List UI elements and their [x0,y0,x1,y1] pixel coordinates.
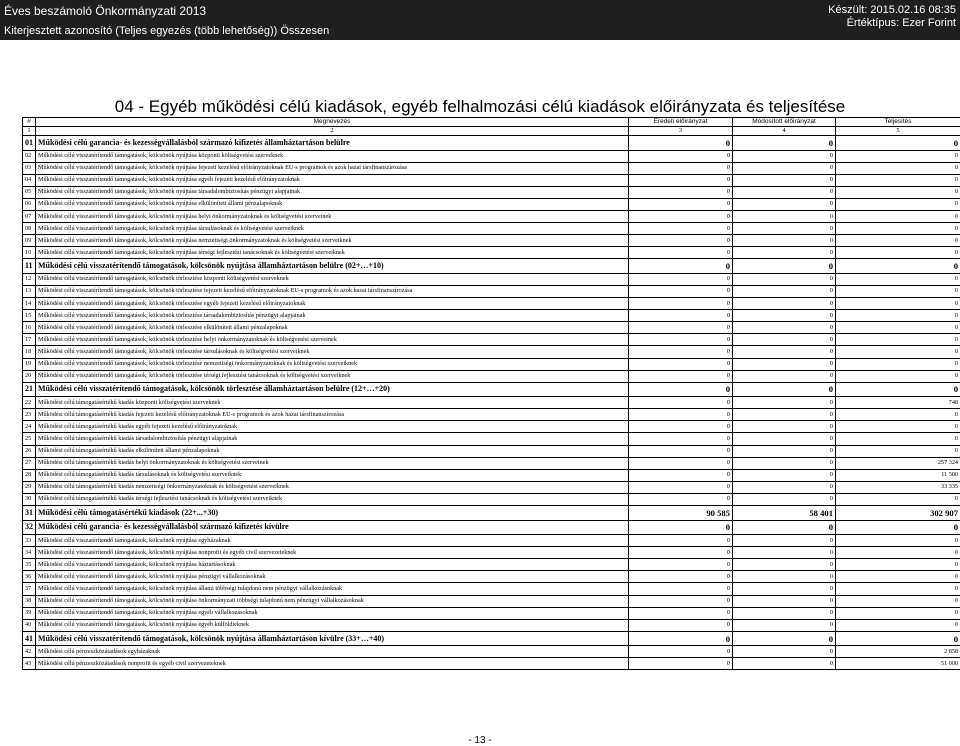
completion: 0 [836,559,960,571]
row-id: 14 [23,298,36,310]
modified-estimate: 0 [733,469,836,481]
completion: 0 [836,370,960,382]
original-estimate: 0 [629,370,733,382]
modified-estimate: 0 [733,322,836,334]
row-name: Működési célú visszatérítendő támogatások, kölcsönök nyújtása háztartásoknak [36,559,629,571]
modified-estimate: 0 [733,409,836,421]
modified-estimate: 0 [733,571,836,583]
original-estimate: 0 [629,583,733,595]
row-name: Működési célú visszatérítendő támogatások, kölcsönök törlesztése térségi fejlesztési tanácsoknak és költségvetési szerveiknek [36,370,629,382]
row-id: 20 [23,370,36,382]
row-id: 38 [23,595,36,607]
modified-estimate: 0 [733,433,836,445]
row-name: Működési célú pénzeszközátadások egyházaknak [36,646,629,658]
row-name: Működési célú visszatérítendő támogatások, kölcsönök nyújtása egyéb külföldieknek [36,619,629,631]
original-estimate: 0 [629,469,733,481]
modified-estimate: 0 [733,535,836,547]
completion: 0 [836,433,960,445]
original-estimate: 0 [629,445,733,457]
modified-estimate: 0 [733,370,836,382]
modified-estimate: 0 [733,285,836,297]
row-name: Működési célú visszatérítendő támogatások, kölcsönök törlesztése központi költségvetési szerveknek [36,273,629,285]
modified-estimate: 0 [733,198,836,210]
completion: 0 [836,445,960,457]
row-id: 18 [23,346,36,358]
column-header: Megnevezés [36,118,629,127]
table-total-row [23,506,960,521]
completion: 0 [836,421,960,433]
row-id: 36 [23,571,36,583]
original-estimate: 0 [629,607,733,619]
original-estimate: 0 [629,186,733,198]
row-name: Működési célú támogatásértékű kiadás térségi fejlesztési tanácsoknak és költségvetési szerveiknek [36,493,629,505]
row-id: 15 [23,310,36,322]
row-name: Működési célú visszatérítendő támogatások, kölcsönök nyújtása egyházaknak [36,535,629,547]
row-id: 24 [23,421,36,433]
original-estimate: 0 [629,346,733,358]
column-number: 4 [733,127,836,136]
row-name: Működési célú visszatérítendő támogatások, kölcsönök törlesztése társadalombiztosítás pénzügyi alapjainak [36,310,629,322]
original-estimate: 0 [629,285,733,297]
row-id: 21 [23,382,36,397]
row-name: Működési célú támogatásértékű kiadás helyi önkormányzatoknak és költségvetési szerveinek [36,457,629,469]
completion: 0 [836,607,960,619]
original-estimate: 0 [629,322,733,334]
table-row [23,223,960,235]
completion: 0 [836,583,960,595]
modified-estimate: 0 [733,235,836,247]
original-estimate: 0 [629,559,733,571]
row-id: 26 [23,445,36,457]
row-id: 03 [23,162,36,174]
completion: 0 [836,535,960,547]
modified-estimate: 0 [733,631,836,646]
completion: 0 [836,520,960,535]
completion: 0 [836,174,960,186]
completion: 2 858 [836,646,960,658]
modified-estimate: 0 [733,658,836,670]
table-row [23,409,960,421]
completion: 0 [836,198,960,210]
table-row [23,370,960,382]
original-estimate: 0 [629,334,733,346]
table-row [23,421,960,433]
row-id: 10 [23,247,36,259]
row-id: 43 [23,658,36,670]
completion: 0 [836,493,960,505]
row-name: Működési célú garancia- és kezességvállalásból származó kifizetés államháztartáson belülre [36,136,629,151]
table-row [23,595,960,607]
completion: 33 335 [836,481,960,493]
row-name: Működési célú pénzeszközátadások nonprofit és egyéb civil szervezeteknek [36,658,629,670]
row-id: 23 [23,409,36,421]
table-row [23,457,960,469]
table-row [23,433,960,445]
page-number: - 13 - [0,735,960,746]
original-estimate: 0 [629,136,733,151]
original-estimate: 0 [629,658,733,670]
row-id: 35 [23,559,36,571]
original-estimate: 0 [629,595,733,607]
row-id: 42 [23,646,36,658]
row-id: 17 [23,334,36,346]
table-row [23,646,960,658]
original-estimate: 0 [629,571,733,583]
original-estimate: 0 [629,298,733,310]
table-row [23,186,960,198]
table-row [23,334,960,346]
completion: 0 [836,409,960,421]
table-total-row [23,259,960,274]
row-name: Működési célú visszatérítendő támogatások, kölcsönök nyújtása önkormányzati többségi tulajdonú nem pénzügyi vállalkozásoknak [36,595,629,607]
modified-estimate: 0 [733,445,836,457]
original-estimate: 0 [629,223,733,235]
table-row [23,619,960,631]
completion: 0 [836,186,960,198]
report-header [0,0,960,40]
row-id: 34 [23,547,36,559]
column-header: # [23,118,36,127]
report-name: Éves beszámoló Önkormányzati 2013 [4,4,206,18]
row-id: 32 [23,520,36,535]
table-row [23,469,960,481]
modified-estimate: 0 [733,595,836,607]
modified-estimate: 58 401 [733,506,836,521]
row-id: 40 [23,619,36,631]
completion: 0 [836,285,960,297]
column-header: Eredeti előirányzat [629,118,733,127]
row-id: 22 [23,397,36,409]
original-estimate: 0 [629,535,733,547]
table-total-row [23,520,960,535]
table-total-row [23,382,960,397]
modified-estimate: 0 [733,397,836,409]
original-estimate: 0 [629,162,733,174]
row-name: Működési célú visszatérítendő támogatások, kölcsönök nyújtása államháztartáson kívülre (33+…+40) [36,631,629,646]
row-name: Működési célú visszatérítendő támogatások, kölcsönök törlesztése nemzetiségi önkormányzatoknak és költségvetési szerveiknek [36,358,629,370]
value-type: Értéktípus: Ezer Forint [847,17,956,29]
original-estimate: 0 [629,235,733,247]
table-row [23,445,960,457]
row-id: 16 [23,322,36,334]
row-name: Működési célú támogatásértékű kiadás társadalombiztosítás pénzügyi alapjainak [36,433,629,445]
row-name: Működési célú visszatérítendő támogatások, kölcsönök törlesztése egyéb fejezeti kezelésű előirányzatoknak [36,298,629,310]
original-estimate: 0 [629,150,733,162]
completion: 302 907 [836,506,960,521]
row-name: Működési célú visszatérítendő támogatások, kölcsönök nyújtása központi költségvetési szerveknek [36,150,629,162]
completion: 0 [836,382,960,397]
completion: 0 [836,162,960,174]
row-name: Működési célú támogatásértékű kiadás nemzetiségi önkormányzatoknak és költségvetési szerveiknek [36,481,629,493]
identifier-filter: Kiterjesztett azonosító (Teljes egyezés (több lehetőség)) Összesen [4,25,329,37]
row-name: Működési célú visszatérítendő támogatások, kölcsönök nyújtása társulásoknak és költségvetési szerveiknek [36,223,629,235]
row-id: 05 [23,186,36,198]
column-number: 5 [836,127,960,136]
completion: 0 [836,136,960,151]
row-id: 31 [23,506,36,521]
original-estimate: 0 [629,631,733,646]
row-name: Működési célú visszatérítendő támogatások, kölcsönök nyújtása nonprofit és egyéb civil szervezeteknek [36,547,629,559]
row-name: Működési célú visszatérítendő támogatások, kölcsönök törlesztése államháztartáson belülre (12+…+20) [36,382,629,397]
original-estimate: 0 [629,382,733,397]
table-row [23,247,960,259]
modified-estimate: 0 [733,619,836,631]
modified-estimate: 0 [733,150,836,162]
completion: 0 [836,273,960,285]
row-id: 12 [23,273,36,285]
row-name: Működési célú visszatérítendő támogatások, kölcsönök törlesztése elkülönített állami pénzalapoknak [36,322,629,334]
row-id: 28 [23,469,36,481]
completion: 0 [836,259,960,274]
original-estimate: 0 [629,397,733,409]
original-estimate: 0 [629,174,733,186]
original-estimate: 0 [629,646,733,658]
table-row [23,298,960,310]
modified-estimate: 0 [733,186,836,198]
row-name: Működési célú visszatérítendő támogatások, kölcsönök nyújtása elkülönített állami pénzalapoknak [36,198,629,210]
table-row [23,397,960,409]
modified-estimate: 0 [733,382,836,397]
created-timestamp: Készült: 2015.02.16 08:35 [828,4,956,16]
original-estimate: 0 [629,481,733,493]
modified-estimate: 0 [733,174,836,186]
row-id: 07 [23,210,36,222]
table-row [23,571,960,583]
completion: 0 [836,595,960,607]
row-id: 27 [23,457,36,469]
original-estimate: 0 [629,421,733,433]
row-name: Működési célú visszatérítendő támogatások, kölcsönök törlesztése helyi önkormányzatoknak és költségvetési szerveinek [36,334,629,346]
modified-estimate: 0 [733,559,836,571]
completion: 51 000 [836,658,960,670]
completion: 0 [836,210,960,222]
completion: 0 [836,235,960,247]
row-id: 37 [23,583,36,595]
completion: 0 [836,310,960,322]
row-id: 29 [23,481,36,493]
row-name: Működési célú támogatásértékű kiadások (22+...+30) [36,506,629,521]
row-name: Működési célú visszatérítendő támogatások, kölcsönök nyújtása fejezeti kezelésű előirányzatoknak EU-s programok és azok hazai társfinanszírozása [36,162,629,174]
original-estimate: 0 [629,433,733,445]
table-row [23,310,960,322]
budget-table [22,117,960,670]
row-name: Működési célú visszatérítendő támogatások, kölcsönök törlesztése fejezeti kezelésű előirányzatoknak EU-s programok és azok hazai társfinanszírozása [36,285,629,297]
modified-estimate: 0 [733,162,836,174]
modified-estimate: 0 [733,334,836,346]
page-title: 04 - Egyéb működési célú kiadások, egyéb felhalmozási célú kiadások előirányzata és teljesítése [0,97,960,117]
completion: 748 [836,397,960,409]
completion: 0 [836,547,960,559]
modified-estimate: 0 [733,421,836,433]
original-estimate: 0 [629,619,733,631]
row-id: 01 [23,136,36,151]
row-name: Működési célú támogatásértékű kiadás központi költségvetési szerveknek [36,397,629,409]
row-name: Működési célú visszatérítendő támogatások, kölcsönök nyújtása társadalombiztosítás pénzügyi alapjainak [36,186,629,198]
table-row [23,583,960,595]
row-id: 33 [23,535,36,547]
table-row [23,174,960,186]
modified-estimate: 0 [733,520,836,535]
original-estimate: 0 [629,210,733,222]
table-header-row [23,118,960,127]
row-name: Működési célú visszatérítendő támogatások, kölcsönök nyújtása államháztartáson belülre (02+…+10) [36,259,629,274]
modified-estimate: 0 [733,646,836,658]
column-number: 3 [629,127,733,136]
column-number: 1 [23,127,36,136]
row-name: Működési célú visszatérítendő támogatások, kölcsönök nyújtása pénzügyi vállalkozásoknak [36,571,629,583]
completion: 0 [836,619,960,631]
table-row [23,559,960,571]
table-row [23,273,960,285]
original-estimate: 0 [629,310,733,322]
original-estimate: 0 [629,547,733,559]
table-row [23,493,960,505]
completion: 11 500 [836,469,960,481]
row-name: Működési célú támogatásértékű kiadás elkülönített állami pénzalapoknak [36,445,629,457]
column-number: 2 [36,127,629,136]
column-header: Módosított előirányzat [733,118,836,127]
modified-estimate: 0 [733,247,836,259]
table-row [23,658,960,670]
original-estimate: 0 [629,198,733,210]
row-id: 41 [23,631,36,646]
table-row [23,150,960,162]
original-estimate: 0 [629,493,733,505]
original-estimate: 0 [629,273,733,285]
column-header: Teljesítés [836,118,960,127]
original-estimate: 0 [629,457,733,469]
modified-estimate: 0 [733,457,836,469]
table-row [23,547,960,559]
row-name: Működési célú támogatásértékű kiadás fejezeti kezelésű előirányzatoknak EU-s programok és azok hazai társfinanszírozása [36,409,629,421]
modified-estimate: 0 [733,481,836,493]
modified-estimate: 0 [733,493,836,505]
modified-estimate: 0 [733,298,836,310]
table-total-row [23,136,960,151]
row-name: Működési célú visszatérítendő támogatások, kölcsönök nyújtása egyéb vállalkozásoknak [36,607,629,619]
completion: 0 [836,334,960,346]
completion: 0 [836,346,960,358]
original-estimate: 0 [629,358,733,370]
row-id: 25 [23,433,36,445]
original-estimate: 0 [629,520,733,535]
original-estimate: 0 [629,247,733,259]
row-id: 13 [23,285,36,297]
table-row [23,235,960,247]
row-id: 08 [23,223,36,235]
modified-estimate: 0 [733,607,836,619]
modified-estimate: 0 [733,210,836,222]
row-name: Működési célú visszatérítendő támogatások, kölcsönök nyújtása térségi fejlesztési tanácsoknak és költségvetési szerveiknek [36,247,629,259]
table-row [23,358,960,370]
completion: 0 [836,358,960,370]
row-id: 19 [23,358,36,370]
original-estimate: 0 [629,259,733,274]
row-id: 39 [23,607,36,619]
column-number-row [23,127,960,136]
table-total-row [23,631,960,646]
completion: 0 [836,150,960,162]
table-row [23,198,960,210]
row-id: 30 [23,493,36,505]
row-name: Működési célú visszatérítendő támogatások, kölcsönök törlesztése társulásoknak és költségvetési szerveiknek [36,346,629,358]
row-name: Működési célú visszatérítendő támogatások, kölcsönök nyújtása egyéb fejezeti kezelésű előirányzatoknak [36,174,629,186]
row-name: Működési célú visszatérítendő támogatások, kölcsönök nyújtása állami többségi tulajdonú nem pénzügyi vállalkozásoknak [36,583,629,595]
modified-estimate: 0 [733,358,836,370]
table-row [23,607,960,619]
row-name: Működési célú támogatásértékű kiadás egyéb fejezeti kezelésű előirányzatoknak [36,421,629,433]
completion: 0 [836,571,960,583]
completion: 0 [836,247,960,259]
completion: 257 324 [836,457,960,469]
modified-estimate: 0 [733,310,836,322]
table-row [23,162,960,174]
table-row [23,210,960,222]
modified-estimate: 0 [733,273,836,285]
completion: 0 [836,223,960,235]
row-name: Működési célú visszatérítendő támogatások, kölcsönök nyújtása helyi önkormányzatoknak és költségvetési szerveinek [36,210,629,222]
completion: 0 [836,298,960,310]
row-id: 06 [23,198,36,210]
row-name: Működési célú visszatérítendő támogatások, kölcsönök nyújtása nemzetiségi önkormányzatoknak és költségvetési szerveiknek [36,235,629,247]
modified-estimate: 0 [733,259,836,274]
row-id: 11 [23,259,36,274]
row-id: 04 [23,174,36,186]
completion: 0 [836,631,960,646]
modified-estimate: 0 [733,547,836,559]
table-row [23,285,960,297]
row-id: 09 [23,235,36,247]
completion: 0 [836,322,960,334]
original-estimate: 0 [629,409,733,421]
table-row [23,481,960,493]
modified-estimate: 0 [733,223,836,235]
row-name: Működési célú támogatásértékű kiadás társulásoknak és költségvetési szerveiknek [36,469,629,481]
modified-estimate: 0 [733,136,836,151]
table-row [23,322,960,334]
table-row [23,346,960,358]
row-id: 02 [23,150,36,162]
original-estimate: 90 585 [629,506,733,521]
row-name: Működési célú garancia- és kezességvállalásból származó kifizetés kívülre [36,520,629,535]
modified-estimate: 0 [733,583,836,595]
table-row [23,535,960,547]
modified-estimate: 0 [733,346,836,358]
